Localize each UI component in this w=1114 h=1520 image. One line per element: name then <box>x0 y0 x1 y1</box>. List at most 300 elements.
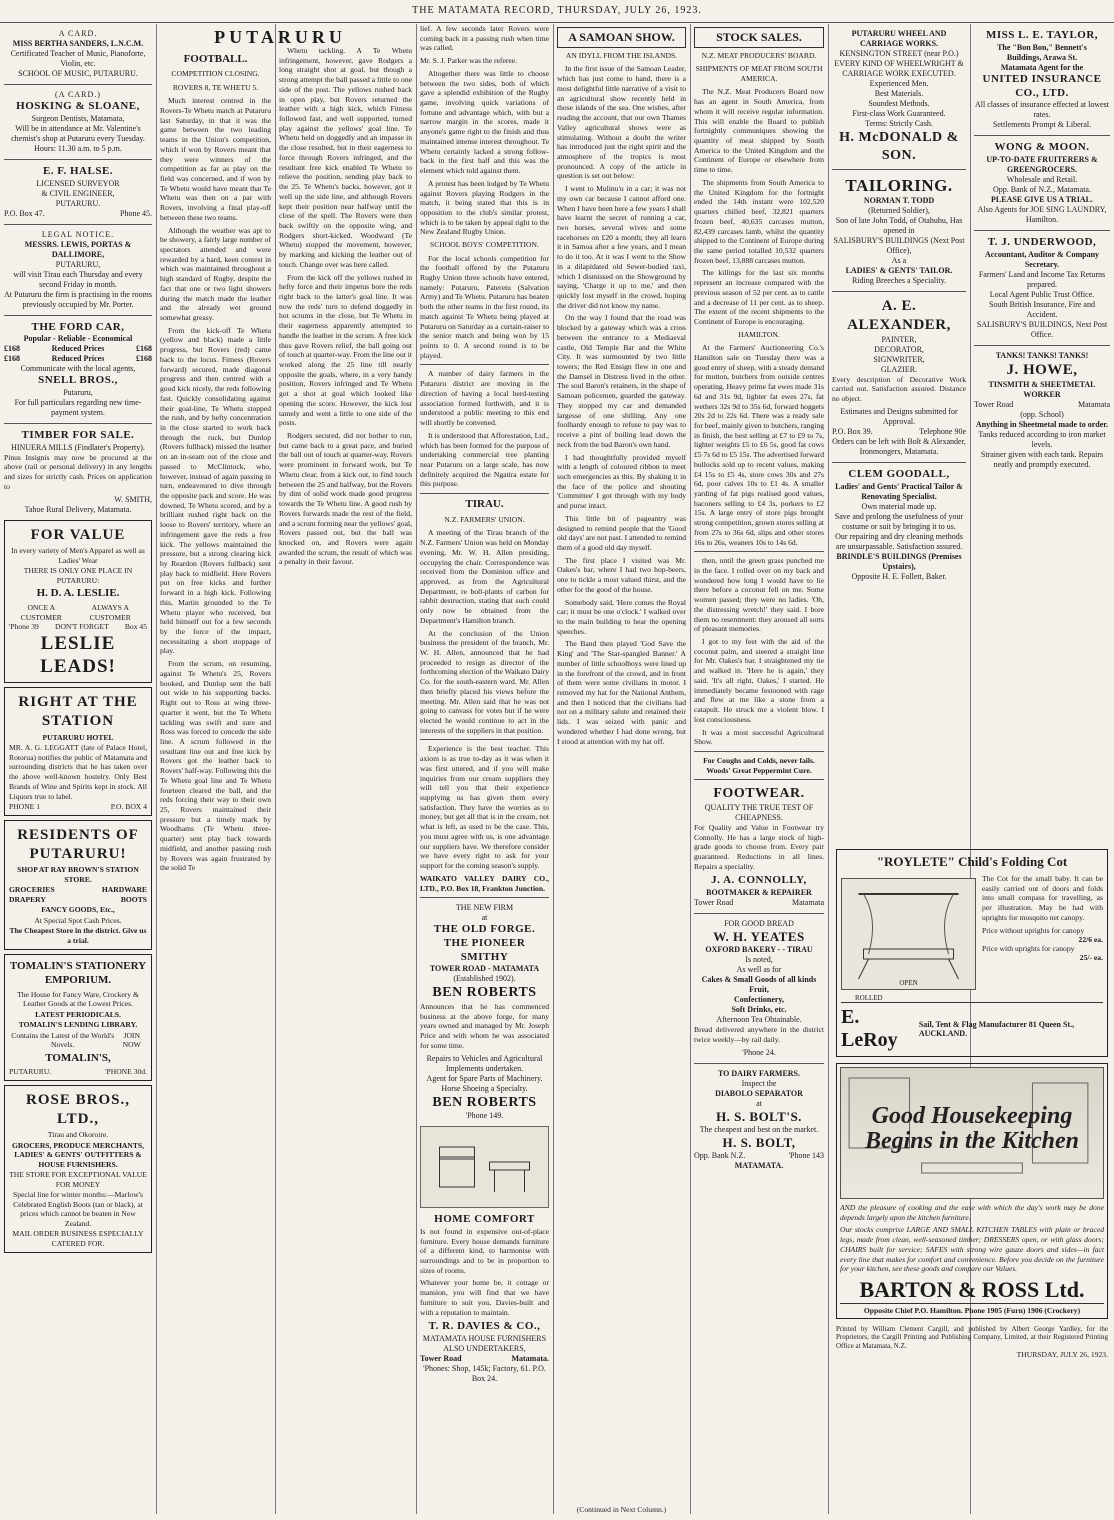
column-rule <box>690 24 691 1514</box>
divider <box>420 493 549 494</box>
divider <box>4 224 152 225</box>
ad-name: H. S. BOLT'S. <box>716 1108 802 1124</box>
ad-address: Opposite Chief P.O. Hamilton. Phone 1905 (Furn) 1906 (Crockery) <box>840 1303 1104 1315</box>
paragraph: Experience is the best teacher. This axiom is as true to-day as it was when it was first uttered, and if you will make inquiries from our cream suppliers they will tell you that their experience supplying us has given them every satisfaction. They have the worries as to money, but get all that is in the cream, not what is left, as used to be the case. This, you must agree with us, is one advantage our suppliers have. We therefore consider we have every right to ask for your support for the coming season's supply. <box>420 744 549 871</box>
paragraph: lief. A few seconds later Rovers were coming back in a passing rush when time was called. <box>420 24 549 53</box>
ad-line: EVERY KIND OF WHEELWRIGHT & CARRIAGE WORK EXECUTED. <box>834 59 964 78</box>
ad-sub: (Returned Soldier), <box>868 206 930 216</box>
ad-line: GROCERS, PRODUCE MERCHANTS, LADIES' & GENTS' OUTFITTERS & HOUSE FURNISHERS. <box>11 1140 145 1169</box>
ad-line: DON'T FORGET <box>54 622 109 632</box>
ad-line: Matamata <box>792 898 824 908</box>
ad-name: H. D. A. LESLIE. <box>36 587 120 600</box>
price-label: Price without uprights for canopy <box>982 925 1085 935</box>
ad-line: THERE IS ONLY ONE PLACE IN PUTARURU: <box>23 566 133 585</box>
ad-taylor-insurance <box>974 29 1110 130</box>
ad-name: A. E. ALEXANDER, <box>847 298 951 333</box>
ad-body: Every description of Decorative Work carried out. Satisfaction assured. Distance no object. <box>832 374 966 404</box>
ad-line: Tanks reduced according to iron market levels. <box>978 429 1106 449</box>
ad-line: Also Agents for JOE SING LAUNDRY, Hamilton. <box>977 205 1107 224</box>
card-heading: (A CARD.) <box>55 90 101 99</box>
divider <box>4 315 152 316</box>
paragraph: The shipments from South America to the United Kingdom for the fortnight ended the 14th instant were 102,520 quarters chilled beef, 32,821 quarters frozen beef, 40,635 carcases mutton, 82,439 carcases lamb, whilst the quantity shipped to the Continent of Europe during the same period totalled 10,532 quarters frozen beef, 13,888 carcases mutton. <box>694 177 824 265</box>
paragraph: On the way I found that the road was blocked by a gateway which was a cross between the entrance to a Mediaeval castle, Old Temple Bar and the White City. It was surmounted by two little towers; the Red Ensign flew in one and the Damsel in Distress lived in the other. The soul Baron's retainers, in the shape of Samoan policemen, guarded the gateway. They stopped my car and demanded largesse of one shilling. Any one foolhardy enough to refuse to pay was to receive a pint of boiling lead down the neck from the bad Baron's own hand. <box>557 313 686 449</box>
ad-wong-moon <box>974 141 1110 225</box>
ad-line: MATAMATA HOUSE FURNISHERS ALSO UNDERTAKERS, <box>422 1334 547 1354</box>
ad-sub: QUALITY THE TRUE TEST OF CHEAPNESS. <box>704 802 814 822</box>
ad-line: ALWAYS A CUSTOMER <box>89 603 131 622</box>
article-title: STOCK SALES. <box>694 27 824 48</box>
ad-line: Local Agent Public Trust Office. <box>989 289 1095 299</box>
ad-box: P.O. BOX 4 <box>110 802 147 812</box>
column-1 <box>4 24 152 1514</box>
ad-sub: HINUERA MILLS (Findlater's Property). <box>11 442 145 452</box>
ad-line: Is noted, <box>745 955 773 965</box>
ad-line: Matamata. <box>511 1354 549 1364</box>
ad-line: Repairs to Vehicles and Agricultural Implements undertaken. <box>426 1053 543 1073</box>
ad-line: FOR GOOD BREAD <box>724 919 794 929</box>
ad-name: H. S. BOLT, <box>722 1135 796 1151</box>
ad-address: Sail, Tent & Flag Manufacturer 81 Queen St., AUCKLAND. <box>918 1020 1075 1038</box>
ad-alexander <box>832 297 966 457</box>
card-line: Hours: 11.30 a.m. to 5 p.m. <box>34 143 122 153</box>
ad-heading: TOMALIN'S STATIONERY EMPORIUM. <box>9 960 147 986</box>
ad-heading: TIMBER FOR SALE. <box>21 429 135 441</box>
ad-name: MISS L. E. TAYLOR, <box>985 29 1099 41</box>
ad-heading: LEGAL NOTICE. <box>41 229 115 239</box>
ad-name: T. J. UNDERWOOD, <box>987 236 1097 248</box>
ad-line: South British Insurance, Fire and Accident. <box>989 299 1095 319</box>
ad-line: TINSMITH & SHEETMETAL WORKER <box>988 379 1096 399</box>
ad-line: As well as for <box>736 965 782 975</box>
article-title: A SAMOAN SHOW. <box>557 27 686 48</box>
price-label: Reduced Prices <box>51 344 105 354</box>
ad-line: The Cheapest Store in the district. Give us a trial. <box>9 926 147 945</box>
ad-name: BEN ROBERTS <box>432 1094 537 1110</box>
ad-tomalins <box>4 954 152 1081</box>
ad-line: Terms: Strictly Cash. <box>865 119 933 128</box>
ad-underwood <box>974 236 1110 340</box>
ad-sign: W. SMITH, <box>114 494 152 504</box>
ad-line: PLEASE GIVE US A TRIAL. <box>991 195 1093 204</box>
paragraph: Mr. S. J. Parker was the referee. <box>420 56 517 66</box>
paragraph: The killings for the last six months represent an increase compared with the previous season of 52 per cent. as to cattle and a decrease of 11 per cent. as to sheep. The extent of the recent shipments to the Continent of Europe is encouraging. <box>694 268 824 326</box>
continued-note: (Continued in Next Column.) <box>576 1504 667 1514</box>
ad-name: BARTON & ROSS Ltd. <box>859 1277 1085 1303</box>
price-label: Price with uprights for canopy <box>982 943 1075 953</box>
ad-heading: TO DAIRY FARMERS. <box>717 1068 801 1078</box>
divider <box>694 751 824 752</box>
price: 22/6 ea. <box>1078 934 1103 944</box>
article-title: FOOTBALL. <box>183 52 248 65</box>
paragraph: From the kick off the yellows rushed in hefty force and their impetus bore the reds right back to the latter's goal line. It was now the reds' turn to defend doggedly in hot scrums in the close, but Te Whetu in their eagerness apparently attempted to handle the leather in the scrum. A free kick thus gave Rovers relief, the ball going out of touch at quarter-way. From the line out it worked along the 25 line till nearly opposite the goals, where, in a very handy position, Rovers infringed and Te Whetu got a shot at goal which looked like opening the score. However, the kick lost tamely and went a little to one side of the posts. <box>279 272 412 428</box>
ad-sub: Tirau and Okoroire. <box>47 1130 109 1140</box>
ad-name: T. R. DAVIES & CO., <box>428 1320 541 1333</box>
ad-line: THE NEW FIRM <box>455 903 514 913</box>
ad-line: Afternoon Tea Obtainable. <box>716 1015 802 1025</box>
column-5 <box>557 24 686 1514</box>
ad-town: PUTARURU. <box>9 1067 52 1077</box>
ad-phone: 'Phone 143 <box>788 1151 824 1161</box>
ad-body: Announces that he has commenced business at the above forge, for many years owned and managed by Mr. Joseph Price and with whom he was associated for some time. <box>420 1001 549 1050</box>
ad-line: Buildings, Arawa St. <box>1006 52 1078 62</box>
ad-heading: "ROYLETE" Child's Folding Cot <box>876 854 1068 869</box>
ad-ben-roberts <box>420 903 549 1121</box>
ad-phone: 'Phone 39 <box>9 622 39 632</box>
ad-body: Pinus Insignis may now be procured at the above (rail or personal delivery) in any lengths and sizes for strictly cash. Prices on application to <box>4 452 152 491</box>
price: £168 <box>136 344 152 354</box>
ad-name: TOMALIN'S, <box>45 1051 111 1064</box>
ad-line: Own material made up. <box>861 501 937 511</box>
ad-line: MESSRS. LEWIS, PORTAS & DALLIMORE, <box>24 239 132 259</box>
ad-line: SIGNWRITER, <box>873 354 925 364</box>
ad-line: Accountant, Auditor & Company Secretary. <box>984 249 1100 269</box>
ad-name: J. HOWE, <box>1006 361 1078 378</box>
ad-tagline: LESLIE LEADS! <box>40 632 116 678</box>
ad-line: at <box>481 913 488 923</box>
ad-line: For Coughs and Colds, never fails. Woods' Great Peppermint Cure. <box>703 755 815 775</box>
ad-line: LADIES' & GENTS' TAILOR. <box>845 266 953 276</box>
ad-line: PUTARURU. <box>55 198 101 208</box>
kitchen-illustration <box>840 1067 1104 1199</box>
ad-line: BOOTMAKER & REPAIRER <box>706 888 812 898</box>
ad-line: Tower Road <box>420 1354 462 1364</box>
divider <box>4 84 152 85</box>
ad-rose-bros <box>4 1085 152 1253</box>
ad-town: MATAMATA. <box>734 1161 784 1171</box>
ad-name: W. H. YEATES <box>713 929 805 945</box>
column-rule <box>416 24 417 1514</box>
ad-line: Inspect the <box>741 1078 777 1088</box>
article-subtitle: SCHOOL BOYS' COMPETITION. <box>430 240 539 250</box>
ad-line: Experienced Men. <box>869 79 929 88</box>
ad-line: KENSINGTON STREET (near P.O.) <box>839 49 959 58</box>
ad-sub: PUTARURU HOTEL <box>42 732 114 742</box>
kitchen-script-title: Good Housekeeping Begins in the Kitchen <box>864 1103 1080 1155</box>
ad-sub: Popular - Reliable - Economical <box>23 334 133 344</box>
column-rule <box>553 24 554 1514</box>
paragraph: Rodgers secured, did not bother to run, but came back to a great pace, and buried the ball out of touch at quarter-way. Rovers were prominent in forward work, but Te Whetu clear, from a kick out, to find touch between the 25 and halfway, but the Rovers by dint of solid work made good progress towards the Te Whetu line. A good rush by Rovers forwards made the rest of the field, and a scrum forming near the yellows' goal, Rovers passed out, but the ball was knocked on, and Rovers were again awarded the scrum, the result of which was a penalty in their favour. <box>279 431 412 567</box>
ad-line: Horse Shoeing a Specialty. <box>441 1083 528 1093</box>
ad-phone: PHONE 1 <box>9 802 41 812</box>
ad-phone: Phone 45. <box>120 208 152 218</box>
ad-line: LATEST PERIODICALS. <box>35 1009 121 1019</box>
ad-line: Tower Road <box>974 399 1014 409</box>
ad-phone: 'Phones: Shop, 145k; Factory, 61. P.O. Box 24. <box>423 1364 546 1384</box>
price-label: Reduced Prices <box>51 354 105 364</box>
divider <box>694 551 824 552</box>
ad-heading: ROSE BROS., LTD., <box>26 1091 130 1127</box>
ad-body: Our stocks comprise LARGE AND SMALL KITCHEN TABLES with plain or braced legs, made from clean, well-seasoned timber; DRESSERS open, or with glass doors; CHAIRS built for service; SAFES with strong wire gauze doors and sides—in fact every line that makes for comfort and convenience. Before you decide on the furniture for your kitchen, see these goods and compare our Values. <box>840 1225 1104 1274</box>
paragraph: A meeting of the Tirau branch of the N.Z. Farmers' Union was held on Monday evening, Mr. W. H. Allen presiding, occupying the chair. Correspondence was received from the Dominion office and approved, as from the Agricultural Department, re boll-plants of carbon for rabbit destruction, stating that such could only now be obtained from the Department's Hamilton branch. <box>420 528 549 625</box>
column-rule <box>828 24 829 1514</box>
paragraph: I got to my feet with the aid of the coconut palm, and steered a straight line for Mr. Oakes's bar. I straightened my tie and walked in. 'Here he is again,' they said. 'It's all right, Oakes,' I started. He immediately became festooned with rage and flew at me like a stone from a catapult. He struck me a violent blow. I lost consciousness. <box>694 637 824 724</box>
ad-line: GLAZIER. <box>880 364 918 374</box>
ad-box: Box 45 <box>124 622 147 632</box>
ad-heading: TAILORING. <box>845 176 953 195</box>
divider <box>974 230 1110 231</box>
divider <box>420 739 549 740</box>
ad-line: Ladies' and Gents' Practical Tailor & Renovating Specialist. <box>835 481 963 501</box>
ad-line: In every variety of Men's Apparel as well as Ladies' Wear <box>11 546 145 565</box>
ad-line: Tower Road <box>694 898 734 908</box>
ad-box: P.O. Box 39. <box>832 426 873 436</box>
paragraph: From the scrum, on resuming, against Te Whetu's 25, Rovers hooked, and Dunlop sent the ball out wide to his supporting backs. Right out to Ross at wing three-quarter it went, but the Te Whetu tackling was swift and sure and Ross was forced to concede the side line. A scrum followed in the resultant line out and free kick by Rovers got the leather back to Rovers' half-way. Following this the Te Whetu goal line and Te Whetu fourteen cleared the ball, and the reds forcing their way to their own 25, Rovers maintained their pressure but a timely mark by Woodhams (Te Whetu three-quarter) sent play back towards midfield, and another passing rush by Rovers was again frustrated by the solid Te <box>160 659 271 873</box>
ad-line: Our repairing and dry cleaning methods are unsurpassable. Satisfaction assured. <box>835 531 963 551</box>
ad-name: CLEM GOODALL, <box>848 467 950 480</box>
column-6 <box>694 24 824 1514</box>
ad-line: MAIL ORDER BUSINESS ESPECIALLY CATERED FOR. <box>12 1229 144 1248</box>
cot-box <box>836 849 1108 1057</box>
article-subtitle: SHIPMENTS OF MEAT FROM SOUTH AMERICA. <box>695 64 823 83</box>
divider <box>832 462 966 463</box>
ad-line: HARDWARE <box>101 885 147 895</box>
ad-line: Opposite H. E. Follett, Baker. <box>851 571 947 581</box>
ad-line: JOIN NOW <box>122 1030 141 1050</box>
ad-line: Settlements Prompt & Liberal. <box>992 120 1092 130</box>
ad-body: AND the pleasure of cooking and the ease with which the day's work may be done depends largely upon the kitchen furniture. <box>840 1203 1104 1222</box>
ad-line: THE PIONEER SMITHY <box>443 936 526 963</box>
ad-line: The "Bon Bon," Bennett's <box>997 42 1087 52</box>
ad-line: BRINDLE'S BUILDINGS (Premises Upstairs), <box>836 551 962 571</box>
ad-line: Estimates and Designs submitted for Approval. <box>840 406 958 426</box>
ad-name: J. A. CONNOLLY, <box>711 874 807 887</box>
paragraph: Whetu tackling. A Te Whetu infringement, however, gave Rodgers a long straight shot at goal, but though a strong attempt the ball passed a little to one side of the post. The yellows rushed back in open play, but Rovers returned the leather with a high kick, which Fitness followed fast, and well supported, turned play against the yellows' goal line. Te Whetu held on doggedly and an impasse in the close resulted, but in their eagerness to force through Rovers infringed, and the resultant free kick enabled Te Whetu to relieve the position, sending play back to the 25. Te Whetu's backs, however, got it well up the side line, and although Rovers kept their position near halfway until the close of the spell. The Rovers were then back swiftly on the opposite wing, and Rodgers short-kicked. Woodward (Te Whetu) stopped the movement, however, by marking and kicking the leather out of touch. Change over was here called. <box>279 46 412 269</box>
ad-line: Special line for winter months:—Marlow's Celebrated English Boots (tan or black), at prices which cannot be beaten in New Zealand. <box>12 1190 144 1228</box>
ad-line: DECORATOR, <box>874 344 924 354</box>
furniture-icon <box>421 1127 548 1207</box>
divider <box>694 913 824 914</box>
ad-line: TOMALIN'S LENDING LIBRARY. <box>18 1020 138 1030</box>
cot-label: OPEN <box>899 979 918 987</box>
ad-tailoring <box>832 175 966 286</box>
paragraph: From the kick-off Te Whetu (yellow and black) made a little progress, but Rovers (red) came back to the locus. Fitness (Rovers forward) secured, made diagonal progress and then centred with a good kick nicely, the reds following fast. Quickly consolidating against their goal-line, Te Whetu stopped the rush, and by hefty concentration in the close started to work back through the ruck, but Dunlop (Rovers fullback) missed the leather on an in-seam out of the close and passed to McClintock, who, however, instead of again passing in turn, endeavoured to dive through the opposite pack and score. He was downed, Te Whetu scored, and by a brilliant rushed right back on the loose to Rovers' territory, where an infringement gave the reds a free kick. The yellows maintained the pressure, but a strong clearing kick by Reardon (Rovers fullback) sent play back to midfield. Here Rovers put on free kicks and further forward in a high kick. Following this, Martin grounded to the Te Whetu player who received, but held himself out for a few seconds by the force of the impact, necessitating a short stoppage of play. <box>160 325 271 656</box>
divider <box>974 135 1110 136</box>
paragraph: A number of dairy farmers in the Putaruru district are moving in the direction of having a local herd-testing association formed forthwith, and it is understood a public meeting to this end will shortly be convened. <box>420 369 549 428</box>
card-name: HOSKING & SLOANE, <box>16 100 140 112</box>
masthead: THE MATAMATA RECORD, THURSDAY, JULY 26, 1923. <box>0 0 1114 23</box>
ad-residents <box>4 820 152 950</box>
column-rule <box>275 24 276 1514</box>
ad-ford-car <box>4 321 152 419</box>
ad-wheel-works <box>832 29 966 164</box>
ad-howe-tanks <box>974 351 1110 470</box>
ad-address: Tahoe Rural Delivery, Matamata. <box>24 504 132 514</box>
paragraph: The first place I visited was Mr. Oakes's bar, where I had two hop-beers, one to tickle a most valued thirst, and the other for the good of the house. <box>557 555 686 594</box>
ad-line: Wholesale and Retail. <box>1006 175 1078 184</box>
ad-line: DIABOLO SEPARATOR <box>715 1088 803 1098</box>
card-line: Will be in attendance at Mr. Valentine's chemist's shop at Putaruru every Tuesday. <box>11 123 145 143</box>
paragraph: For the local schools competition for the football offered by the Putaruru Rugby Union three schools have entered, namely: Putaruru, Pateretu (Salvation Army) and Te Whetu. Putaruru has beaten both the other teams in the first round, its match against Te Whetu being played at Putaruru on Saturday as a curtain-raiser to the senior match and being won by 15 points to 0. A second round is to be played. <box>420 253 549 360</box>
ad-line: Fruit, <box>749 985 769 995</box>
paragraph: In the first issue of the Samoan Leader, which has just come to hand, there is a most delightful little narrative of a visit to an agricultural show recently held in those islands of the sea. One wishes, after reading the account, that our own Thames Valley agricultural shows were as stimulating. Without a doubt the writer has introduced just the right spirit and the atmosphere of the tropics is most pronounced. A copy of the article in question is set out below: <box>557 64 686 181</box>
ad-line: Agent for Spare Parts of Machinery. <box>426 1073 543 1083</box>
card-line: MISS BERTHA SANDERS, L.N.C.M. <box>12 39 144 48</box>
ad-line: will visit Tirau each Thursday and every second Friday in month. <box>13 269 143 289</box>
ad-line: (opp. School) <box>1020 409 1064 419</box>
ad-heading: HOME COMFORT <box>434 1213 535 1226</box>
ad-line: THE STORE FOR EXCEPTIONAL VALUE FOR MONEY <box>9 1170 147 1189</box>
paragraph: then, until the green grass punched me in the face. I rolled over on my back and wondered how long I would have to lie there before a coconut fell on me. Some women passed; they were no ladies. 'Oh, the distressing wretch!' they said. I bore them no resentment: they aroused all sorts of pleasant memories. <box>694 556 824 634</box>
ad-line: Opp. Bank of N.Z., Matamata. <box>993 185 1091 194</box>
ad-name: NORMAN T. TODD <box>863 196 935 206</box>
ad-sub: OXFORD BAKERY - - TIRAU <box>705 945 813 955</box>
ad-line: Soft Drinks, etc. <box>731 1005 787 1015</box>
ad-line: First-class Work Guaranteed. <box>852 109 946 118</box>
paragraph: This little bit of pageantry was designed to remind people that the 'Good old days' are not past. I attended to remind them of a good old day myself. <box>557 513 686 552</box>
ad-line: Cakes & Small Goods of all kinds <box>701 975 817 985</box>
ad-sign: WAIKATO VALLEY DAIRY CO., LTD., P.O. Box 18, Frankton Junction. <box>420 873 549 893</box>
ad-line: The cheapest and best on the market. <box>699 1125 819 1135</box>
ad-sub: The House for Fancy Ware, Crockery & Leather Goods at the Lowest Prices. <box>17 989 139 1009</box>
ad-name: H. McDONALD & SON. <box>839 130 959 163</box>
article-subtitle: N.Z. MEAT PRODUCERS' BOARD. <box>701 51 817 60</box>
ad-bolt <box>694 1069 824 1172</box>
card-heading: A CARD. <box>58 29 98 38</box>
article-subtitle: COMPETITION CLOSING. <box>171 69 260 79</box>
divider <box>694 779 824 780</box>
divider <box>4 159 152 160</box>
ad-line: Riding Breeches a Speciality. <box>851 276 947 286</box>
paragraph: Altogether there was little to choose between the two sides, both of which gave a splendid exhibition of the Rugby game, involving quick variations of fortune and advantage which, with but a narrow margin in the scores, made it anyone's game right to the finish and thus maintained intense interest throughout. Te Whetu certainly lacked a strong follow-back in the first half and this was the element which told against them. <box>420 68 549 176</box>
ad-line: ONCE A CUSTOMER <box>20 603 62 622</box>
ad-line: Farmers' Land and Income Tax Returns prepared. <box>978 269 1106 289</box>
ad-line: SALISBURY'S BUILDINGS, Next Post Office. <box>976 319 1108 339</box>
ad-line: Soundest Methods. <box>868 99 930 108</box>
cot-icon <box>842 879 975 989</box>
ad-line: PUTARURU, <box>55 259 101 269</box>
price: 25/- ea. <box>1079 952 1103 962</box>
divider <box>694 1063 824 1064</box>
ad-sub: SHOP AT RAY BROWN'S STATION STORE. <box>17 865 139 884</box>
paragraph: I had thoughtfully provided myself with a length of coloured ribbon to meet such emergencies as this. By shaking it in the face of the police and shouting 'Committee' I got through with my body and purse intact. <box>557 452 686 511</box>
price: £168 <box>4 354 20 364</box>
ad-heading: FOR VALUE <box>30 526 126 543</box>
ad-barton-ross <box>836 1063 1108 1319</box>
cot-label: ROLLED <box>855 994 883 1002</box>
ad-line: DRAPERY <box>9 894 46 904</box>
ad-yeates-bakery <box>694 919 824 1058</box>
ad-royalte-cot <box>836 843 1108 1359</box>
paragraph: The N.Z. Meat Producers Board now has an agent in South America, from whom it will receive regular information. This will enable the Board to publish fortnightly communiques showing the quantity of meat shipped by South America to the United Kingdom and the Continent of Europe or elsewhere from time to time. <box>694 87 824 175</box>
ad-line: All classes of insurance effected at lowest rates. <box>974 100 1110 120</box>
paragraph: At the Farmers' Auctioneering Co.'s Hamilton sale on Tuesday there was a good entry of sheep, with a steady demand for mutton, butchers from outside centres operating. Heavy prime fat ewes made 31s 6d and 31s 9d, lighter fat ewes 27s, fat wethers 32s 9d to 35s 6d, forward hoggets 20s 2d to 22s 6d. There was a ready sale for beef, mainly given to butchers, ranging in finish, the best selling at £7 to £9 to 7s, lighter weights £5 to £6 5s, good fat cows £5 7s 6d to £5 15s. The advertised forward bullocks sold up to recent values, making £4 15s to £5 4s, store cows 30s and 27s 6d, poor calves 10s to £1 4s. A smaller yarding of fat pigs realised good values, baconers selling to £4 3s, porkers to £2 15s. A large entry of store pigs brought strong competition, grown stores selling at from 27s to 36s 6d, slips and other stores 16s to 26s, weaners 10s to 14s 6d. <box>694 343 824 547</box>
article-subtitle: N.Z. FARMERS' UNION. <box>444 514 525 524</box>
ad-body: For Quality and Value in Footwear try Connolly. He has a large stock of high-grade goods to choose from. Every pair guaranteed. Reductions in all lines. Repairs a speciality. <box>694 822 824 871</box>
paragraph: It was a most successful Agricultural Show. <box>694 727 824 747</box>
ad-heading: FOOTWEAR. <box>713 786 805 802</box>
furniture-illustration <box>420 1126 549 1208</box>
ad-line: & CIVIL ENGINEER, <box>41 188 115 198</box>
section-title: PUTARURU <box>214 27 346 47</box>
ad-line: Save and prolong the usefulness of your costume or suit by bringing it to us. <box>834 511 964 531</box>
ad-line: At Putaruru the firm is practising in the rooms previously occupied by Mr. Porter. <box>4 289 152 309</box>
divider <box>832 291 966 292</box>
paragraph: I went to Mulinu'u in a car; it was not my own car because I cannot afford one. When I have been here a few years I shall have learnt the secret of running a car, two horses, several wives and some racehorses on £20 a month; they all learn it in Samoa after a few years, and I mean to do it too. At it was I went to the Show in a dilapidated old Sewer-bodied taxi, which I dismissed on the Showground by saying, 'Charge it up to me,' and then quickly lost myself in the crowd, hoping the driver did not know my name. <box>557 184 686 310</box>
price: £168 <box>136 354 152 364</box>
paragraph: It is understood that Afforestation, Ltd., which has been formed for the purpose of undertaking commercial tree planting near Putaruru on a large scale, has now definitely acquired the Ngatira estate for this purpose. <box>420 430 549 489</box>
ad-line: TOWER ROAD - MATAMATA <box>429 964 540 974</box>
article-title: TIRAU. <box>465 498 504 511</box>
ad-line: GROCERIES <box>9 885 55 895</box>
ad-phone: 'PHONE 30d. <box>105 1067 147 1077</box>
ad-line: Best Materials. <box>874 89 924 98</box>
ad-legal-notice <box>4 230 152 310</box>
ad-body: Whatever your home be, it cottage or mansion, you will find that we have furniture to suit you, Davies-built and with a reputation to maintain. <box>420 1278 549 1317</box>
divider <box>4 423 152 424</box>
ad-line: Matamata Agent for the <box>1000 62 1084 72</box>
ad-body: MR. A. G. LEGGATT (late of Palace Hotel, Rotorua) notifies the public of Matamata and surrounding districts that he has taken over the above well-known hostelry. Only Best Brands of Wine and Spirits kept in stock. All Liquors true to label. <box>9 743 147 801</box>
ad-name: SNELL BROS., <box>38 374 118 387</box>
ad-line: Putaruru, <box>63 388 93 397</box>
ad-heading: THE FORD CAR, <box>31 320 125 333</box>
paragraph: Much interest centred in the Rovers-Te Whetu match at Putaruru last Saturday, in that it was the game between the two leading teams in the Union's competition, which if won by Rovers meant that they were winners of the competition as far as play on the field was concerned, and if won by Te Whetu would have meant that Te Whetu was then on a par with Rovers, involving a final play-off between these two teams. <box>160 96 271 222</box>
ad-phone: Telephone 90e <box>919 426 966 436</box>
ad-goodall <box>832 468 966 582</box>
ad-for-value <box>4 520 152 683</box>
ad-line: SALISBURY'S BUILDINGS (Next Post Office), <box>833 236 965 256</box>
ad-heading: RESIDENTS OF PUTARURU! <box>17 826 139 862</box>
ad-line: Orders can be left with Bolt & Alexander, Ironmongers, Matamata. <box>832 436 966 456</box>
ad-phone: 'Phone 24. <box>742 1047 776 1057</box>
article-subtitle: HAMILTON. <box>738 329 780 339</box>
divider <box>974 345 1110 346</box>
price: £168 <box>4 344 20 354</box>
ad-line: Anything in Sheetmetal made to order. <box>975 419 1109 429</box>
ad-body: The Cot for the small baby. It can be easily carried out of doors and folds into small compass for travelling, as per illustration. May be had with uprights for mosquito net canopy. <box>982 874 1103 922</box>
ad-home-comfort <box>420 1213 549 1384</box>
ad-timber <box>4 429 152 515</box>
ad-right-at-station <box>4 687 152 816</box>
card-sanders <box>4 29 152 79</box>
paragraph: Although the weather was apt to be showery, a fairly large number of spectators attended and were rewarded by a hard, keen contest in which was maintained throughout a high standard of Rugby, despite the fact that one or two light showers during the match made the leather and the already wet ground somewhat greasy. <box>160 225 271 323</box>
ad-heading: RIGHT AT THE STATION <box>18 694 138 729</box>
ad-line: Communicate with the local agents, <box>20 364 136 374</box>
card-line: SCHOOL OF MUSIC, PUTARURU. <box>18 69 138 78</box>
ad-line: Son of late John Todd, of Otahuhu, Has opened in <box>835 216 963 236</box>
article-subtitle: ROVERS 8, TE WHETU 5. <box>172 82 259 92</box>
ad-line: (Established 1902). <box>453 974 516 984</box>
ad-name: E. F. HALSE. <box>42 164 114 177</box>
ad-connolly-footwear <box>694 785 824 908</box>
ad-heading: PUTARURU WHEEL AND CARRIAGE WORKS. <box>851 29 947 48</box>
ad-line: Strainer given with each tank. Repairs neatly and promptly executed. <box>980 449 1104 469</box>
column-rule <box>156 24 157 1514</box>
card-line: Surgeon Dentists, Matamata, <box>31 113 125 123</box>
paragraph: A protest has been lodged by Te Whetu against Rovers playing Rodgers in the match, it being stated that this is in opposition to the club's similar protest, which is to be taken by appeal right to the New Zealand Rugby Union. <box>420 178 549 237</box>
divider <box>832 169 966 170</box>
ad-body: Bread delivered anywhere in the district twice weekly—by rail daily. <box>694 1025 824 1045</box>
ad-line: As a <box>891 256 907 266</box>
ad-line: PAINTER, <box>881 334 917 344</box>
ad-heading: TANKS! TANKS! TANKS! <box>995 350 1089 360</box>
ad-line: at <box>756 1098 762 1108</box>
column-3 <box>279 24 412 1514</box>
card-line: Certificated Teacher of Music, Pianoforte, Violin, etc. <box>10 49 146 68</box>
ad-line: FANCY GOODS, Etc., <box>41 905 115 915</box>
ad-line: Contains the Latest of the World's Novels. <box>11 1030 115 1050</box>
card-hosking <box>4 90 152 154</box>
ad-line: UP-TO-DATE FRUITERERS & GREENGROCERS. <box>986 155 1098 174</box>
article-subtitle: AN IDYLL FROM THE ISLANDS. <box>565 51 678 60</box>
ad-line: LICENSED SURVEYOR <box>36 178 120 188</box>
ad-phone: 'Phone 149. <box>465 1111 504 1121</box>
ad-line: UNITED INSURANCE CO., LTD. <box>982 72 1102 99</box>
divider <box>420 364 549 365</box>
ad-address: Opp. Bank N.Z. <box>694 1151 746 1161</box>
paragraph: The Band then played 'God Save the King' and 'The Star-spangled Banner.' A number of little schoolboys were lined up in the forefront of the crowd, and in front of them were some civilians in motor. I removed my hat for the National Anthem, and then I noticed that the civilians had not on a military salute and retained their lids. I was seized with panic and wondered whether I had done wrong, but I stood at attention with my hat off. <box>557 639 686 746</box>
ad-name: E. LeRoy <box>841 1006 898 1051</box>
ad-halse <box>4 165 152 219</box>
